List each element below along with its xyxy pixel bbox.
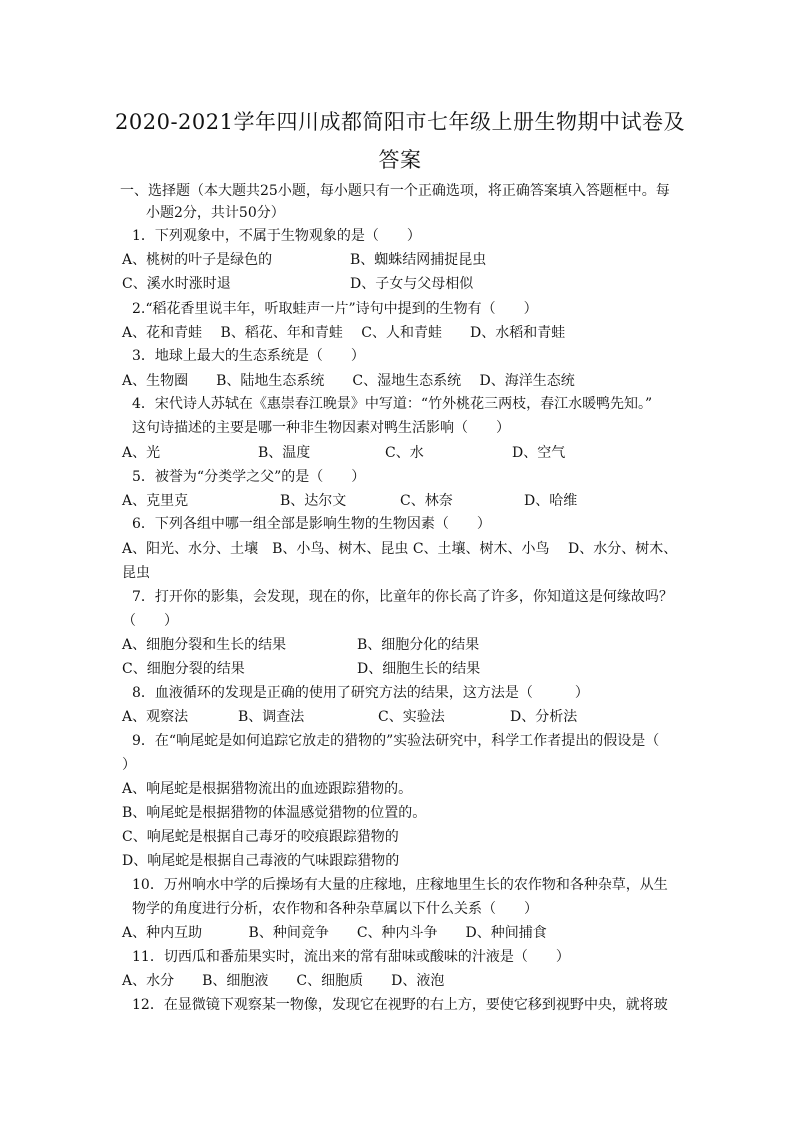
q1-option-c: C、溪水时涨时退 (122, 276, 231, 292)
question-10-line-2: 物学的角度进行分析，农作物和各种杂草属以下什么关系（ ） (132, 901, 538, 917)
q3-options: A、生物圈 B、陆地生态系统 C、湿地生态系统 D、海洋生态统 (122, 373, 575, 389)
q9-option-d: D、响尾蛇是根据自己毒液的气味跟踪猎物的 (122, 853, 400, 869)
q7-option-b: B、细胞分化的结果 (357, 637, 480, 653)
q5-option-b: B、达尔文 (280, 493, 347, 509)
q7-option-d: D、细胞生长的结果 (357, 661, 481, 677)
q8-option-c: C、实验法 (378, 709, 445, 725)
question-6: 6．下列各组中哪一组全部是影响生物的生物因素（ ） (132, 516, 491, 532)
q8-option-b: B、调查法 (238, 709, 305, 725)
q6-options-line-1: A、阳光、水分、土壤 B、小鸟、树木、昆虫 C、土壤、树木、小鸟 D、水分、树木、 (122, 541, 678, 557)
question-1: 1．下列观象中，不属于生物观象的是（ ） (132, 228, 421, 244)
q5-option-c: C、林奈 (400, 493, 453, 509)
question-4-line-1: 4．宋代诗人苏轼在《惠崇春江晚景》中写道：“竹外桃花三两枝，春江水暖鸭先知。” (132, 396, 653, 412)
section-heading: 一、选择题（本大题共25小题，每小题只有一个正确选项，将正确答案填入答题框中。每小题2分，共计50分） (120, 183, 670, 221)
q1-option-d: D、子女与父母相似 (350, 276, 474, 292)
question-10-line-1: 10．万州响水中学的后操场有大量的庄稼地，庄稼地里生长的农作物和各种杂草，从生 (132, 877, 668, 893)
q4-option-a: A、光 (122, 445, 161, 461)
q1-option-b: B、蜘蛛结网捕捉昆虫 (350, 252, 487, 268)
q9-option-c: C、响尾蛇是根据自己毒牙的咬痕跟踪猎物的 (122, 829, 399, 845)
q8-option-a: A、观察法 (122, 709, 189, 725)
title-line-1: 2020-2021学年四川成都简阳市七年级上册生物期中试卷及 (115, 110, 685, 134)
q11-options: A、水分 B、细胞液 C、细胞质 D、液泡 (122, 973, 445, 989)
q5-option-d: D、哈维 (524, 493, 578, 509)
question-5: 5．被誉为“分类学之父”的是（ ） (132, 469, 366, 485)
q1-option-a: A、桃树的叶子是绿色的 (122, 252, 273, 268)
q6-options-line-2: 昆虫 (122, 565, 150, 581)
question-11: 11．切西瓜和番茄果实时，流出来的常有甜味或酸味的汁液是（ ） (132, 949, 570, 965)
question-8: 8．血液循环的发现是正确的使用了研究方法的结果，这方法是（ ） (132, 685, 589, 701)
question-9-line-1: 9．在“响尾蛇是如何追踪它放走的猎物的”实验法研究中，科学工作者提出的假设是（ (132, 733, 660, 749)
q2-options: A、花和青蛙 B、稻花、年和青蛙 C、人和青蛙 D、水稻和青蛙 (122, 325, 566, 341)
q4-option-d: D、空气 (512, 445, 566, 461)
q7-option-a: A、细胞分裂和生长的结果 (122, 637, 287, 653)
question-7-line-2: （ ） (122, 613, 178, 629)
q9-option-a: A、响尾蛇是根据猎物流出的血迹跟踪猎物的。 (122, 781, 413, 797)
question-9-line-2: ） (122, 757, 136, 773)
title-line-2: 答案 (378, 148, 422, 172)
q5-option-a: A、克里克 (122, 493, 189, 509)
question-4-line-2: 这句诗描述的主要是哪一种非生物因素对鸭生活影响（ ） (132, 420, 510, 436)
q9-option-b: B、响尾蛇是根据猎物的体温感觉猎物的位置的。 (122, 805, 427, 821)
question-7-line-1: 7．打开你的影集，会发现，现在的你，比童年的你长高了许多，你知道这是何缘故吗？ (132, 589, 673, 605)
question-3: 3．地球上最大的生态系统是（ ） (132, 348, 365, 364)
q4-option-c: C、水 (385, 445, 424, 461)
question-12: 12．在显微镜下观察某一物像，发现它在视野的右上方，要使它移到视野中央，就将玻 (132, 997, 668, 1013)
q8-option-d: D、分析法 (510, 709, 578, 725)
q7-option-c: C、细胞分裂的结果 (122, 661, 245, 677)
question-2: 2.“稻花香里说丰年，听取蛙声一片”诗句中提到的生物有（ ） (132, 301, 538, 317)
q4-option-b: B、温度 (258, 445, 311, 461)
q10-options: A、种内互助 B、种间竞争 C、种内斗争 D、种间捕食 (122, 925, 547, 941)
